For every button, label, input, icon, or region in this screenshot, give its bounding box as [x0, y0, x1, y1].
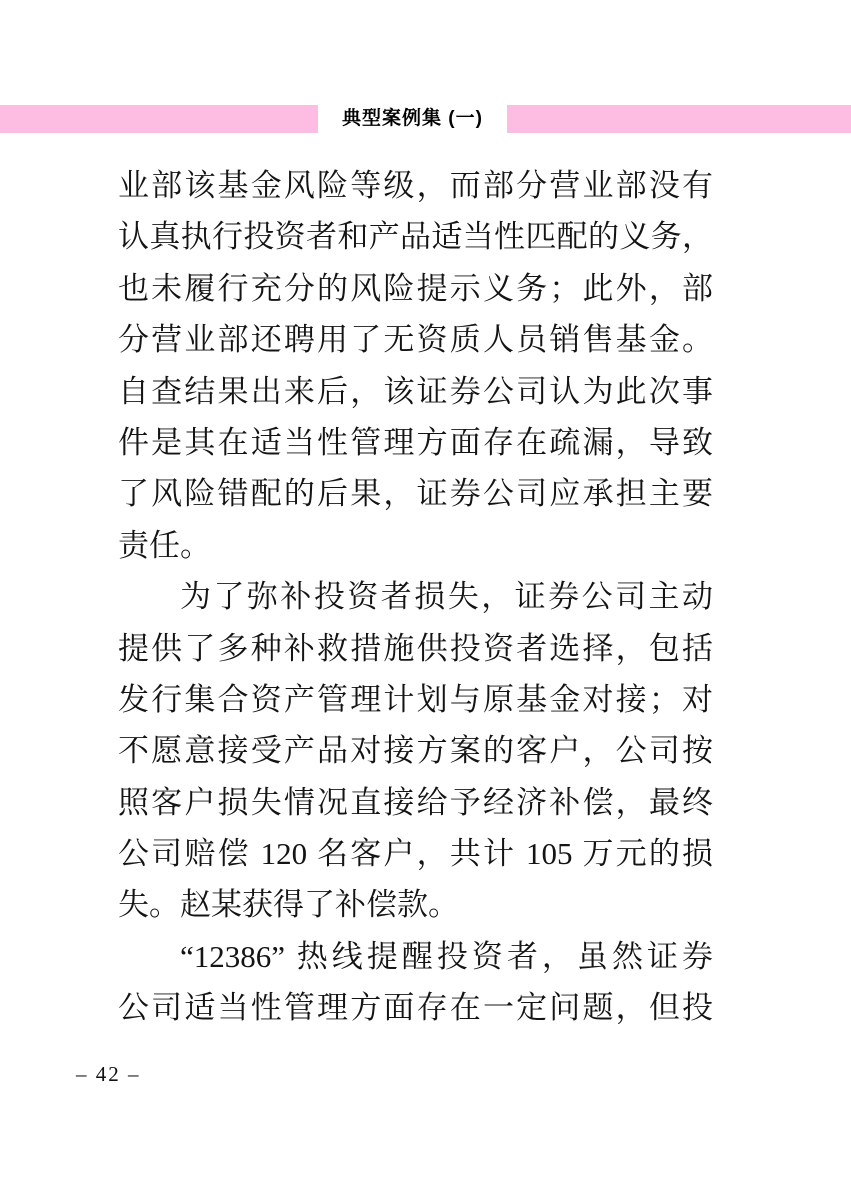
text-line: “12386” 热线提醒投资者，虽然证券 [180, 938, 713, 974]
header-bar-left [0, 105, 318, 133]
text-line: 公司赔偿 120 名客户，共计 105 万元的损 [118, 836, 713, 872]
text-line: 照客户损失情况直接给予经济补偿，最终 [118, 784, 713, 820]
text-column [118, 160, 713, 1034]
header-bar-right [507, 105, 851, 133]
text-line: 自查结果出来后，该证券公司认为此次事 [118, 373, 713, 409]
text-line: 责任。 [118, 527, 211, 563]
page-number: – 42 – [76, 1062, 141, 1086]
text-line: 为了弥补投资者损失，证券公司主动 [180, 579, 713, 615]
header-band [0, 105, 851, 133]
text-line: 提供了多种补救措施供投资者选择，包括 [118, 630, 713, 666]
text-line: 也未履行充分的风险提示义务；此外，部 [118, 270, 713, 306]
text-line: 分营业部还聘用了无资质人员销售基金。 [118, 322, 713, 358]
text-line: 失。赵某获得了补偿款。 [118, 887, 459, 923]
text-line: 件是其在适当性管理方面存在疏漏，导致 [118, 424, 713, 460]
text-line: 认真执行投资者和产品适当性匹配的义务， [118, 219, 713, 255]
text-line: 发行集合资产管理计划与原基金对接；对 [118, 681, 713, 717]
page-header-title: 典型案例集 (一) [342, 108, 483, 129]
text-line: 不愿意接受产品对接方案的客户，公司按 [118, 733, 713, 769]
text-line: 公司适当性管理方面存在一定问题，但投 [118, 990, 713, 1026]
text-line: 业部该基金风险等级，而部分营业部没有 [118, 168, 713, 203]
text-line: 了风险错配的后果，证券公司应承担主要 [118, 476, 713, 512]
